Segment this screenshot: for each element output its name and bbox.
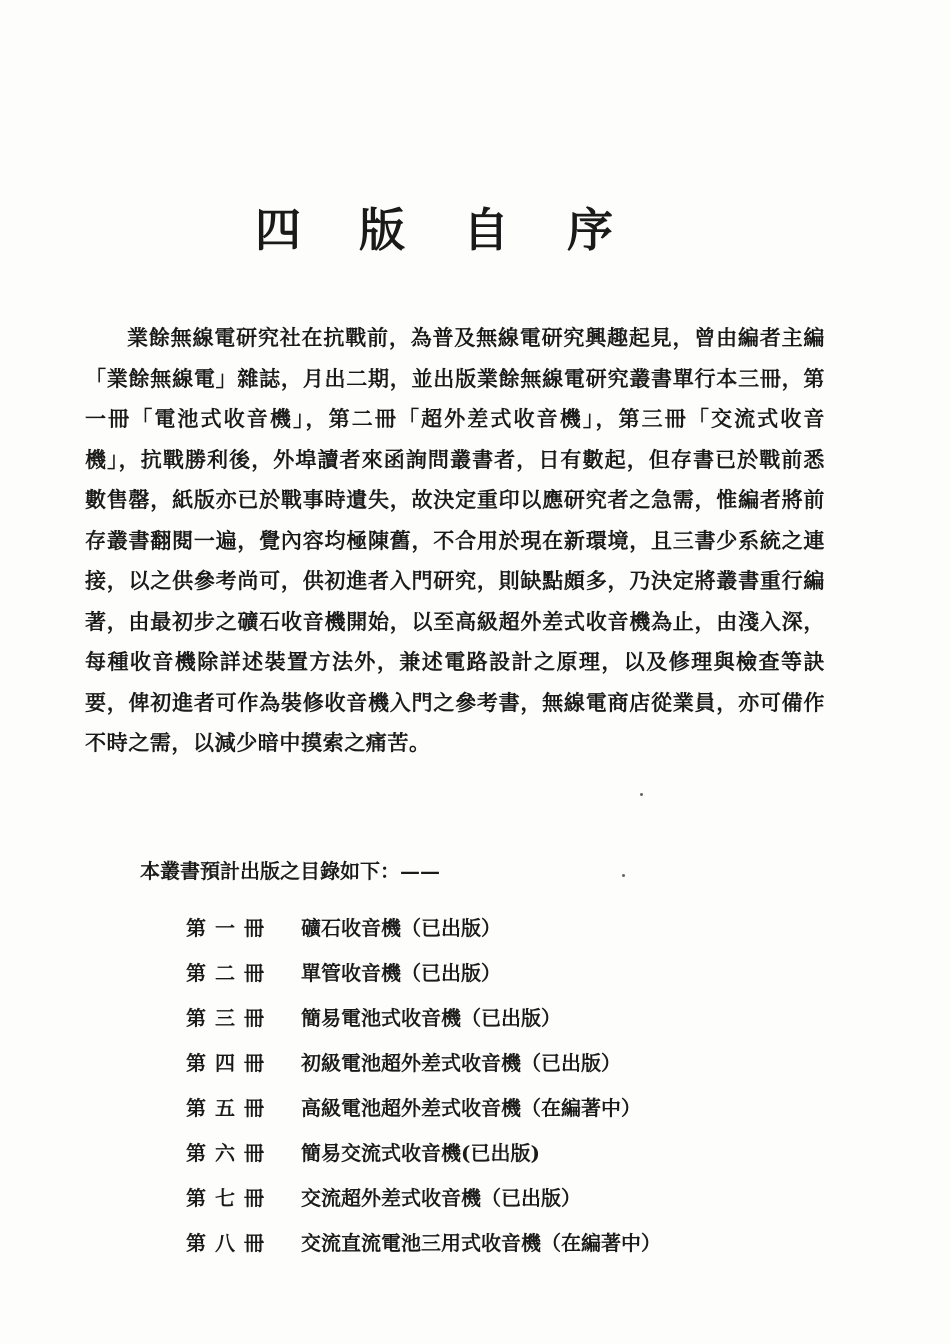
toc-item (186, 904, 661, 949)
toc-item (186, 1084, 661, 1129)
toc-volume: 第四冊 (186, 1051, 273, 1075)
toc-list (186, 904, 661, 1264)
toc-status: （已出版） (461, 1006, 561, 1030)
toc-volume: 第三冊 (186, 1006, 273, 1030)
toc-status: （已出版） (401, 961, 501, 985)
toc-title: 交流直流電池三用式收音機 (301, 1231, 541, 1255)
toc-status: （已出版） (401, 916, 501, 940)
toc-status: （已出版） (521, 1051, 621, 1075)
toc-title: 高級電池超外差式收音機 (301, 1096, 521, 1120)
print-speck (640, 793, 643, 796)
preface-paragraph: 業餘無線電研究社在抗戰前，為普及無線電研究興趣起見，曾由編者主編「業餘無線電」雜誌，月出二期，並出版業餘無線電研究叢書單行本三冊，第一冊「電池式收音機」，第二冊「超外差式收音機」，第三冊「交流式收音機」，抗戰勝利後，外埠讀者來函詢問叢書者，日有數起，但存書已於戰前悉數售罄，紙版亦已於戰事時遺失，故決定重印以應研究者之急需，惟編者將前存叢書翻閱一遍，覺內容均極陳舊，不合用於現在新環境，且三書少系統之連接，以之供參考尚可，供初進者入門研究，則缺點頗多，乃決定將叢書重行編著，由最初步之礦石收音機開始，以至高級超外差式收音機為止，由淺入深，每種收音機除詳述裝置方法外，兼述電路設計之原理，以及修理與檢查等訣要，俾初進者可作為裝修收音機入門之參考書，無線電商店從業員，亦可備作不時之需，以減少暗中摸索之痛苦。 (85, 325, 825, 755)
toc-item (186, 1219, 661, 1264)
toc-title: 單管收音機 (301, 961, 401, 985)
toc-status: （在編著中） (521, 1096, 641, 1120)
toc-title: 簡易交流式收音機 (301, 1141, 461, 1165)
toc-status: （在編著中） (541, 1231, 661, 1255)
toc-status: （已出版） (481, 1186, 581, 1210)
toc-title: 礦石收音機 (301, 916, 401, 940)
print-speck (622, 874, 625, 877)
toc-volume: 第五冊 (186, 1096, 273, 1120)
toc-volume: 第一冊 (186, 916, 273, 940)
toc-status: (已出版) (461, 1141, 540, 1165)
toc-intro: 本叢書預計出版之目錄如下：—— (140, 859, 440, 883)
toc-item (186, 1174, 661, 1219)
toc-item (186, 1039, 661, 1084)
toc-volume: 第六冊 (186, 1141, 273, 1165)
page-title: 四版自序 (255, 203, 671, 257)
toc-item (186, 949, 661, 994)
toc-volume: 第七冊 (186, 1186, 273, 1210)
toc-title: 交流超外差式收音機 (301, 1186, 481, 1210)
toc-title: 初級電池超外差式收音機 (301, 1051, 521, 1075)
toc-title: 簡易電池式收音機 (301, 1006, 461, 1030)
toc-volume: 第二冊 (186, 961, 273, 985)
toc-item (186, 994, 661, 1039)
toc-volume: 第八冊 (186, 1231, 273, 1255)
toc-item (186, 1129, 661, 1174)
